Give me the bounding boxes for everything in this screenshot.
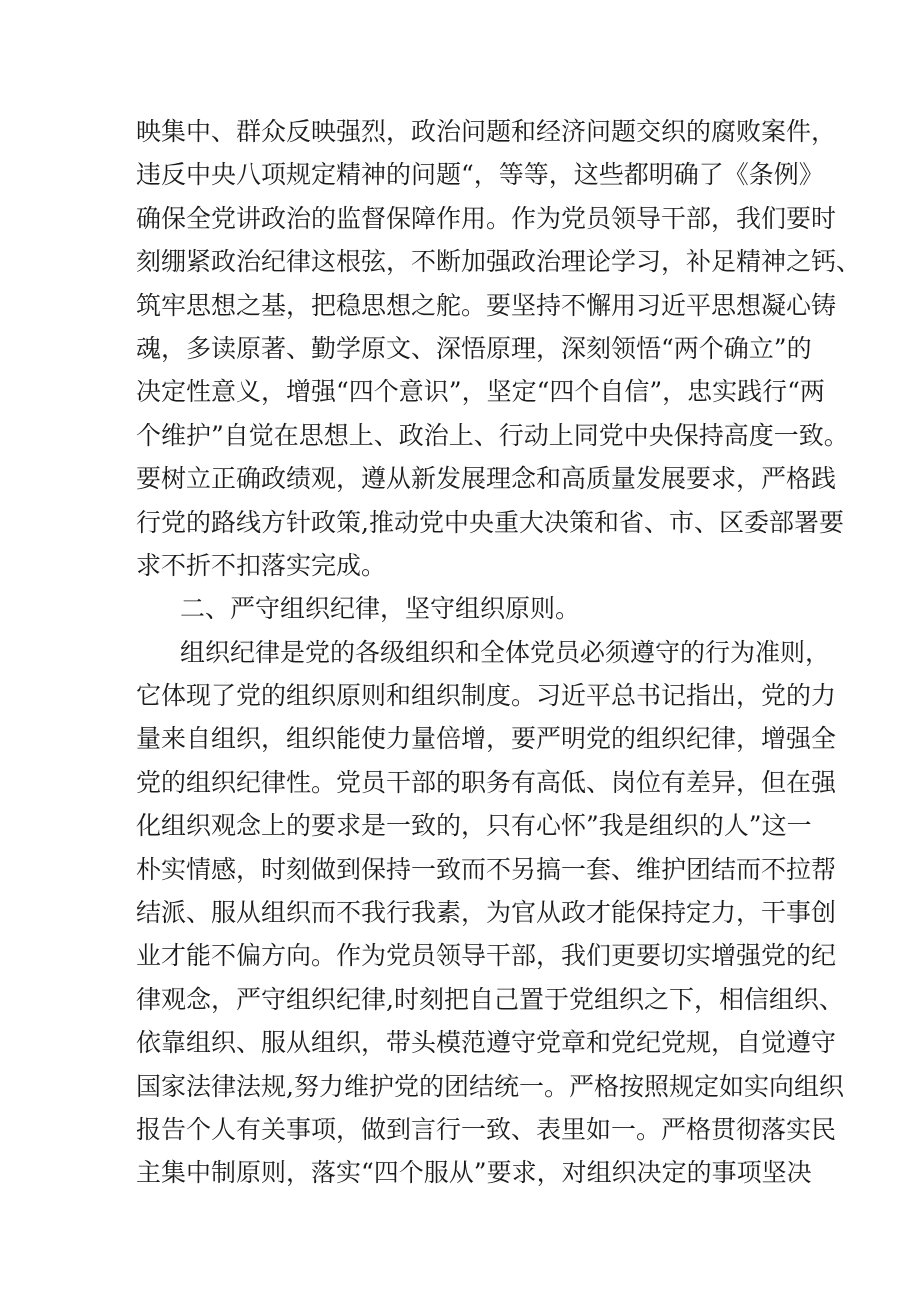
text-line: 依靠组织、服从组织，带头模范遵守党章和党纪党规，自觉遵守	[136, 1028, 837, 1058]
text-line: 朴实情感，时刻做到保持一致而不另搞一套、维护团结而不拉帮	[136, 854, 837, 884]
text-line: 决定性意义，增强“四个意识”，坚定“四个自信”，忠实践行“两	[136, 377, 825, 407]
text-line: 求不折不扣落实完成。	[136, 550, 387, 580]
text-line: 国家法律法规,努力维护党的团结统一。严格按照规定如实向组织	[136, 1071, 844, 1101]
text-line: 报告个人有关事项，做到言行一致、表里如一。严格贯彻落实民	[136, 1114, 837, 1144]
text-line: 行党的路线方针政策,推动党中央重大决策和省、市、区委部署要	[136, 507, 844, 537]
document-body	[136, 110, 862, 1195]
text-line: 映集中、群众反映强烈，政治问题和经济问题交织的腐败案件，	[136, 117, 837, 146]
text-line: 刻绷紧政治纪律这根弦，不断加强政治理论学习，补足精神之钙、	[136, 247, 862, 277]
paragraph-organizational-discipline	[136, 631, 844, 1195]
text-line: 党的组织纪律性。党员干部的职务有高低、岗位有差异，但在强	[136, 767, 837, 797]
text-line: 化组织观念上的要求是一致的，只有心怀”我是组织的人”这一	[136, 811, 812, 841]
paragraph-political-discipline	[136, 110, 862, 587]
section-heading: 二、严守组织纪律，坚守组织原则。	[180, 594, 581, 624]
text-line: 违反中央八项规定精神的问题“，等等，这些都明确了《条例》	[136, 160, 824, 190]
text-line: 它体现了党的组织原则和组织制度。习近平总书记指出，党的力	[136, 681, 837, 711]
text-line: 魂，多读原著、勤学原文、深悟原理，深刻领悟“两个确立”的	[136, 333, 812, 363]
text-line: 律观念，严守组织纪律,时刻把自己置于党组织之下，相信组织、	[136, 984, 844, 1014]
text-line: 要树立正确政绩观，遵从新发展理念和高质量发展要求，严格践	[136, 464, 837, 494]
text-line: 个维护”自觉在思想上、政治上、行动上同党中央保持高度一致。	[136, 420, 849, 450]
text-line: 筑牢思想之基，把稳思想之舵。要坚持不懈用习近平思想凝心铸	[136, 290, 837, 320]
text-line: 主集中制原则，落实“四个服从”要求，对组织决定的事项坚决	[136, 1158, 812, 1188]
text-line: 确保全党讲政治的监督保障作用。作为党员领导干部，我们要时	[136, 203, 837, 233]
text-line: 量来自组织，组织能使力量倍增，要严明党的组织纪律，增强全	[136, 724, 837, 754]
text-line: 业才能不偏方向。作为党员领导干部，我们更要切实增强党的纪	[136, 941, 837, 971]
text-line: 组织纪律是党的各级组织和全体党员必须遵守的行为准则，	[180, 637, 831, 667]
text-line: 结派、服从组织而不我行我素，为官从政才能保持定力，干事创	[136, 898, 837, 928]
